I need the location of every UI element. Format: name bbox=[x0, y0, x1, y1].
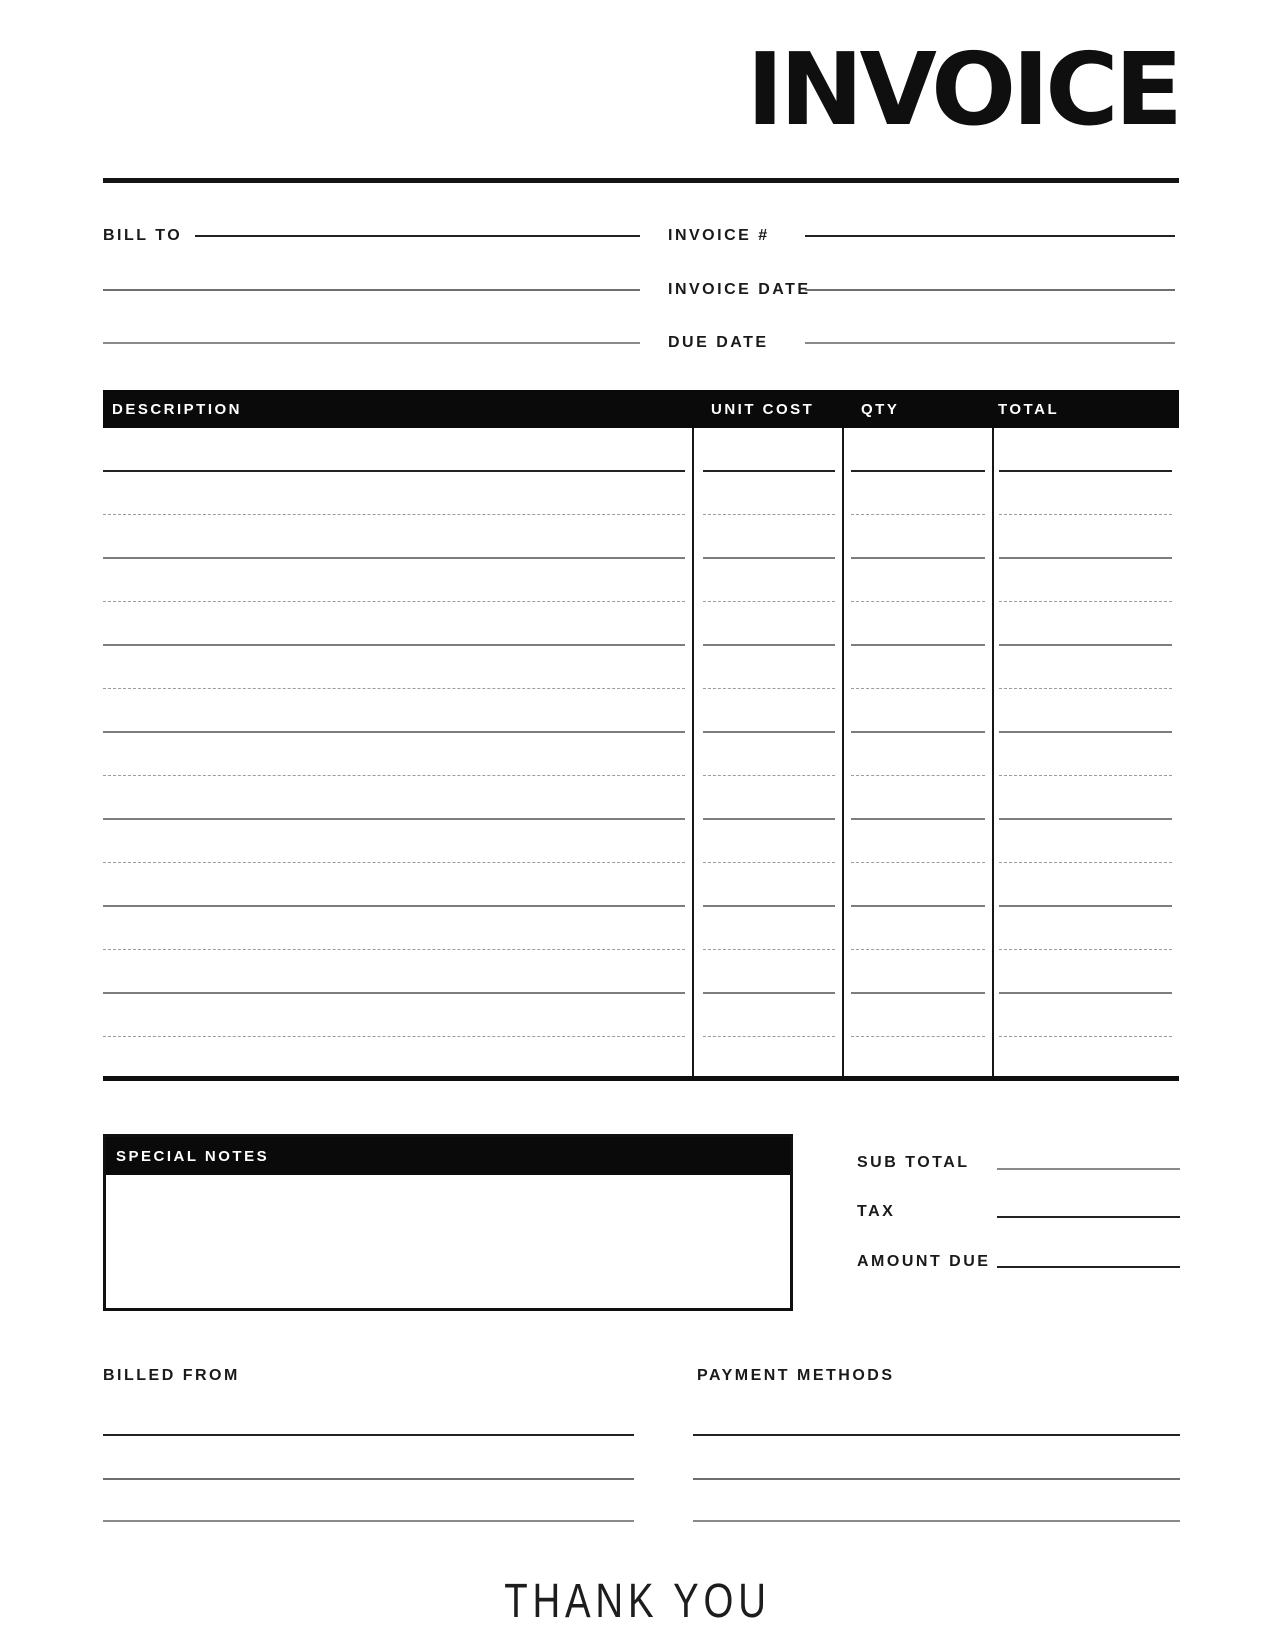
payment-methods-label: PAYMENT METHODS bbox=[697, 1367, 895, 1384]
items-rows bbox=[103, 428, 1179, 1037]
item-cell-description[interactable] bbox=[103, 820, 692, 864]
item-cell-description[interactable] bbox=[103, 428, 692, 472]
item-row bbox=[103, 428, 1179, 472]
invoice-number-field[interactable] bbox=[805, 235, 1175, 237]
row-line bbox=[103, 1036, 685, 1037]
item-cell-unit-cost[interactable] bbox=[692, 689, 842, 733]
item-cell-total[interactable] bbox=[992, 689, 1179, 733]
item-cell-qty[interactable] bbox=[842, 820, 992, 864]
special-notes-field[interactable] bbox=[106, 1175, 790, 1308]
payment-methods-field-2[interactable] bbox=[693, 1478, 1180, 1480]
item-cell-description[interactable] bbox=[103, 733, 692, 777]
item-cell-qty[interactable] bbox=[842, 994, 992, 1038]
item-row bbox=[103, 776, 1179, 820]
column-divider bbox=[842, 428, 844, 1076]
invoice-date-label: INVOICE DATE bbox=[668, 281, 811, 298]
item-cell-description[interactable] bbox=[103, 907, 692, 951]
thank-you-text: THANK YOU bbox=[504, 1575, 771, 1628]
item-cell-qty[interactable] bbox=[842, 515, 992, 559]
item-row bbox=[103, 646, 1179, 690]
item-cell-total[interactable] bbox=[992, 602, 1179, 646]
invoice-number-label: INVOICE # bbox=[668, 227, 770, 244]
payment-methods-field-3[interactable] bbox=[693, 1520, 1180, 1522]
special-notes-box bbox=[103, 1134, 793, 1311]
item-cell-unit-cost[interactable] bbox=[692, 907, 842, 951]
column-header-qty: QTY bbox=[861, 400, 900, 418]
due-date-field[interactable] bbox=[805, 342, 1175, 344]
item-cell-qty[interactable] bbox=[842, 472, 992, 516]
item-cell-qty[interactable] bbox=[842, 428, 992, 472]
item-cell-unit-cost[interactable] bbox=[692, 472, 842, 516]
item-cell-total[interactable] bbox=[992, 907, 1179, 951]
item-cell-description[interactable] bbox=[103, 646, 692, 690]
tax-label: TAX bbox=[857, 1203, 896, 1220]
item-row bbox=[103, 602, 1179, 646]
item-cell-qty[interactable] bbox=[842, 689, 992, 733]
item-row bbox=[103, 733, 1179, 777]
item-cell-total[interactable] bbox=[992, 515, 1179, 559]
item-cell-qty[interactable] bbox=[842, 907, 992, 951]
item-row bbox=[103, 820, 1179, 864]
item-cell-unit-cost[interactable] bbox=[692, 428, 842, 472]
column-header-description: DESCRIPTION bbox=[112, 400, 243, 418]
due-date-label: DUE DATE bbox=[668, 334, 769, 351]
item-cell-total[interactable] bbox=[992, 428, 1179, 472]
bill-to-address-field-1[interactable] bbox=[103, 289, 640, 291]
item-row bbox=[103, 515, 1179, 559]
item-row bbox=[103, 559, 1179, 603]
item-cell-description[interactable] bbox=[103, 863, 692, 907]
item-cell-unit-cost[interactable] bbox=[692, 733, 842, 777]
bill-to-address-field-2[interactable] bbox=[103, 342, 640, 344]
item-cell-qty[interactable] bbox=[842, 950, 992, 994]
column-divider bbox=[692, 428, 694, 1076]
item-cell-unit-cost[interactable] bbox=[692, 950, 842, 994]
item-row bbox=[103, 907, 1179, 951]
item-cell-total[interactable] bbox=[992, 559, 1179, 603]
billed-from-field-1[interactable] bbox=[103, 1434, 634, 1436]
item-row bbox=[103, 689, 1179, 733]
item-cell-total[interactable] bbox=[992, 733, 1179, 777]
column-header-unit-cost: UNIT COST bbox=[711, 400, 815, 418]
item-cell-qty[interactable] bbox=[842, 602, 992, 646]
row-line bbox=[851, 1036, 985, 1037]
item-cell-unit-cost[interactable] bbox=[692, 515, 842, 559]
billed-from-label: BILLED FROM bbox=[103, 1367, 240, 1384]
item-cell-total[interactable] bbox=[992, 950, 1179, 994]
item-row bbox=[103, 950, 1179, 994]
amount-due-label: AMOUNT DUE bbox=[857, 1253, 991, 1270]
title-divider bbox=[103, 178, 1179, 183]
item-cell-description[interactable] bbox=[103, 559, 692, 603]
item-cell-unit-cost[interactable] bbox=[692, 863, 842, 907]
item-cell-description[interactable] bbox=[103, 472, 692, 516]
items-table-header bbox=[103, 390, 1179, 428]
tax-field[interactable] bbox=[997, 1216, 1180, 1218]
item-cell-total[interactable] bbox=[992, 994, 1179, 1038]
item-cell-description[interactable] bbox=[103, 602, 692, 646]
column-divider bbox=[992, 428, 994, 1076]
bill-to-label: BILL TO bbox=[103, 227, 183, 244]
item-cell-unit-cost[interactable] bbox=[692, 602, 842, 646]
billed-from-field-2[interactable] bbox=[103, 1478, 634, 1480]
billed-from-field-3[interactable] bbox=[103, 1520, 634, 1522]
column-header-total: TOTAL bbox=[998, 400, 1060, 418]
item-row bbox=[103, 472, 1179, 516]
item-cell-total[interactable] bbox=[992, 472, 1179, 516]
item-row bbox=[103, 994, 1179, 1038]
item-cell-unit-cost[interactable] bbox=[692, 994, 842, 1038]
page-title: INVOICE bbox=[746, 31, 1179, 148]
item-cell-description[interactable] bbox=[103, 689, 692, 733]
invoice-date-field[interactable] bbox=[805, 289, 1175, 291]
item-cell-qty[interactable] bbox=[842, 559, 992, 603]
special-notes-label: SPECIAL NOTES bbox=[116, 1147, 270, 1165]
item-cell-unit-cost[interactable] bbox=[692, 559, 842, 603]
item-cell-qty[interactable] bbox=[842, 776, 992, 820]
item-cell-description[interactable] bbox=[103, 994, 692, 1038]
amount-due-field[interactable] bbox=[997, 1266, 1180, 1268]
payment-methods-field-1[interactable] bbox=[693, 1434, 1180, 1436]
item-cell-description[interactable] bbox=[103, 515, 692, 559]
item-cell-unit-cost[interactable] bbox=[692, 646, 842, 690]
row-line bbox=[999, 1036, 1172, 1037]
item-row bbox=[103, 863, 1179, 907]
item-cell-qty[interactable] bbox=[842, 863, 992, 907]
items-table bbox=[103, 390, 1179, 1081]
special-notes-header bbox=[106, 1137, 790, 1175]
item-cell-qty[interactable] bbox=[842, 646, 992, 690]
sub-total-label: SUB TOTAL bbox=[857, 1154, 970, 1171]
bill-to-field[interactable] bbox=[195, 235, 640, 237]
item-cell-unit-cost[interactable] bbox=[692, 776, 842, 820]
item-cell-qty[interactable] bbox=[842, 733, 992, 777]
item-cell-description[interactable] bbox=[103, 950, 692, 994]
item-cell-total[interactable] bbox=[992, 776, 1179, 820]
item-cell-total[interactable] bbox=[992, 820, 1179, 864]
sub-total-field[interactable] bbox=[997, 1168, 1180, 1170]
row-line bbox=[703, 1036, 835, 1037]
item-cell-total[interactable] bbox=[992, 646, 1179, 690]
item-cell-unit-cost[interactable] bbox=[692, 820, 842, 864]
item-cell-total[interactable] bbox=[992, 863, 1179, 907]
item-cell-description[interactable] bbox=[103, 776, 692, 820]
